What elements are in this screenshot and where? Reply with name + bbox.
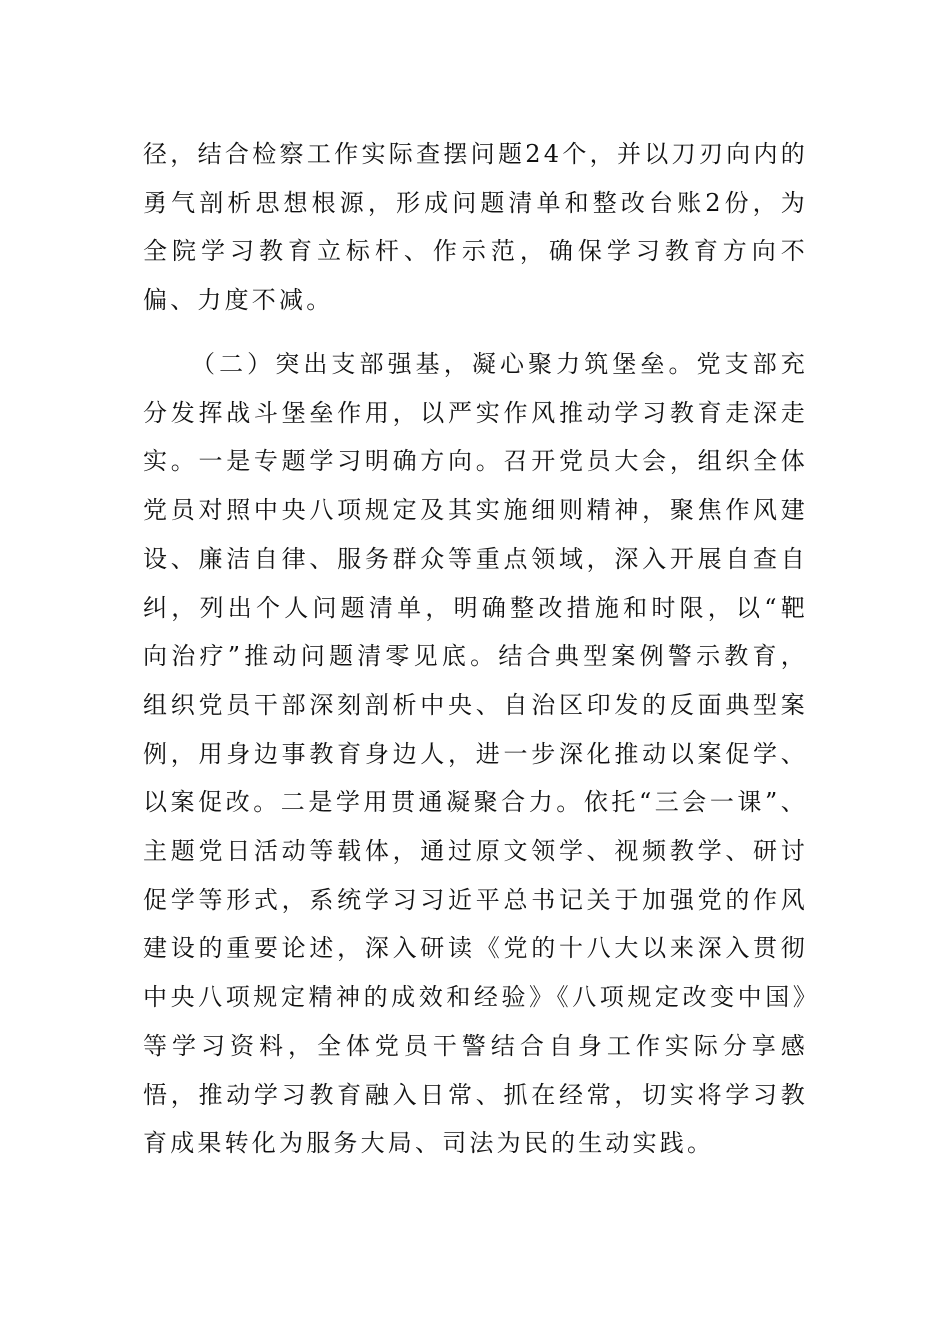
paragraph-continuation: 径，结合检察工作实际查摆问题24个，并以刀刃向内的勇气剖析思想根源，形成问题清单和整改台账2份，为全院学习教育立标杆、作示范，确保学习教育方向不偏、力度不减。	[143, 140, 808, 315]
paragraph-section-two: （二）突出支部强基，凝心聚力筑堡垒。党支部充分发挥战斗堡垒作用，以严实作风推动学习教育走深走实。一是专题学习明确方向。召开党员大会，组织全体党员对照中央八项规定及其实施细则精神，聚焦作风建设、廉洁自律、服务群众等重点领域，深入开展自查自纠，列出个人问题清单，明确整改措施和时限，以“靶向治疗”推动问题清零见底。结合典型案例警示教育，组织党员干部深刻剖析中央、自治区印发的反面典型案例，用身边事教育身边人，进一步深化推动以案促学、以案促改。二是学用贯通凝聚合力。依托“三会一课”、主题党日活动等载体，通过原文领学、视频教学、研讨促学等形式，系统学习习近平总书记关于加强党的作风建设的重要论述，深入研读《党的十八大以来深入贯彻中央八项规定精神的成效和经验》《八项规定改变中国》等学习资料，全体党员干警结合自身工作实际分享感悟，推动学习教育融入日常、抓在经常，切实将学习教育成果转化为服务大局、司法为民的生动实践。	[143, 350, 808, 1158]
